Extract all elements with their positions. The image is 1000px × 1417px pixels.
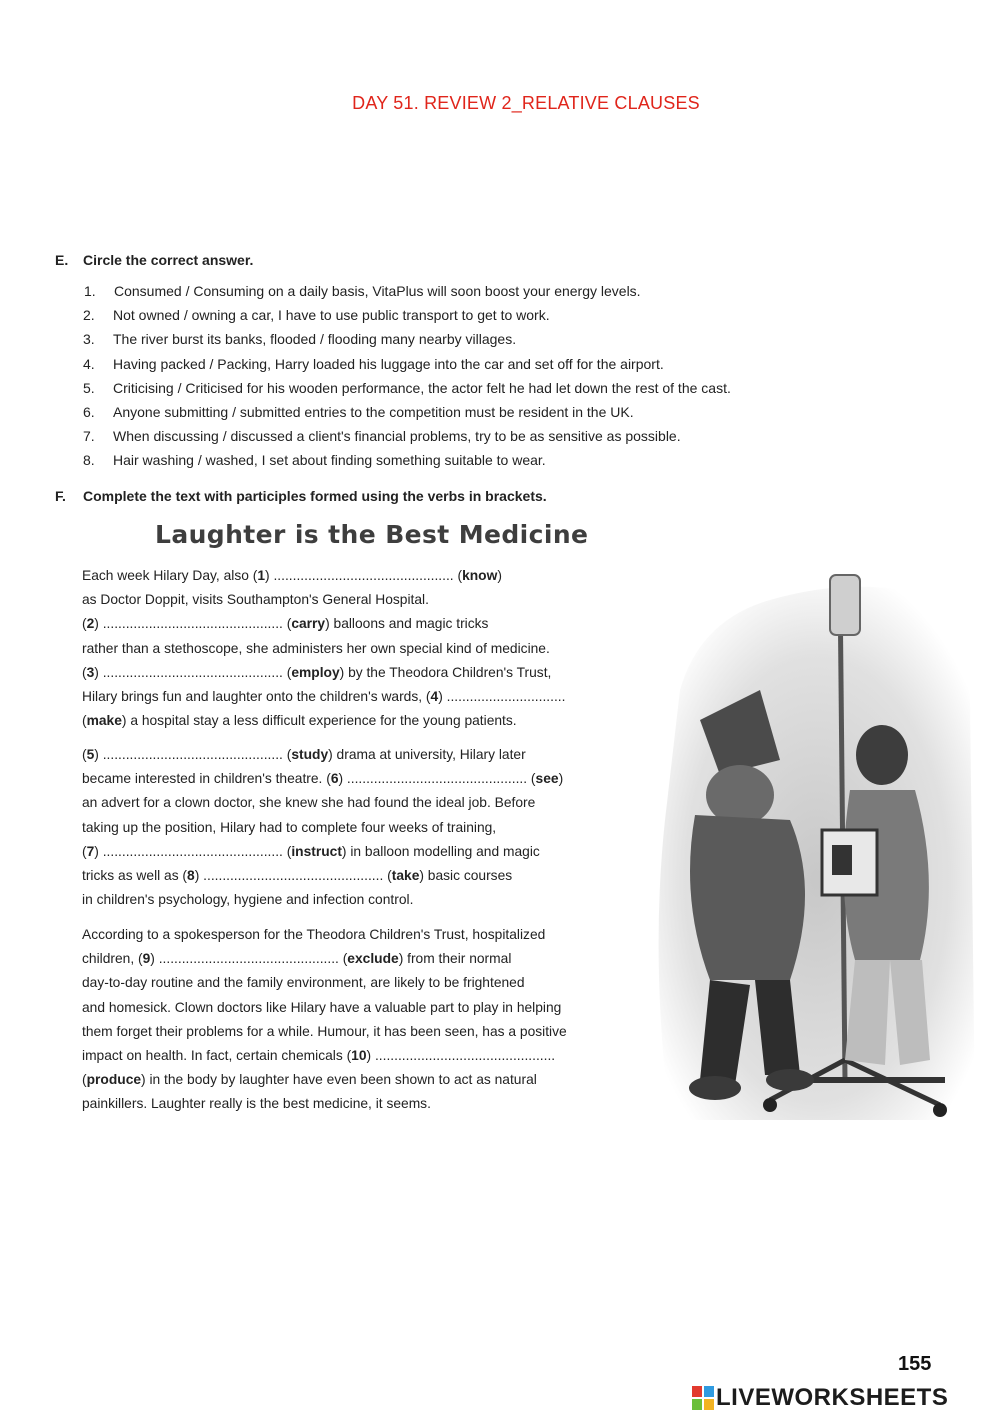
list-item[interactable] (83, 353, 843, 377)
text-line: Hilary brings fun and laughter onto the children's wards, (4) ............................... (82, 688, 566, 704)
item-text: Not owned / owning a car, I have to use public transport to get to work. (113, 307, 550, 324)
item-number: 5. (83, 379, 95, 396)
list-item[interactable] (83, 328, 843, 352)
list-item[interactable] (83, 401, 843, 425)
clown-doctor-photo (640, 560, 980, 1120)
item-number: 6. (83, 403, 95, 420)
item-text: Consumed / Consuming on a daily basis, VitaPlus will soon boost your energy levels. (114, 283, 641, 299)
page-number: 155 (898, 1353, 932, 1375)
list-item[interactable] (83, 304, 843, 328)
item-text: Having packed / Packing, Harry loaded his luggage into the car and set off for the airport. (113, 355, 664, 372)
text-line: in children's psychology, hygiene and infection control. (82, 892, 414, 908)
liveworksheets-brand[interactable] (692, 1383, 996, 1413)
text-line: (produce) in the body by laughter have even been shown to act as natural (82, 1072, 537, 1088)
paragraph-1 (82, 564, 642, 733)
section-e-list (83, 280, 843, 474)
list-item[interactable] (83, 280, 843, 304)
text-line: Each week Hilary Day, also (1) ............................................... (know) (82, 568, 502, 583)
section-f-heading (55, 488, 547, 504)
item-number: 4. (83, 355, 95, 372)
item-text: Hair washing / washed, I set about finding something suitable to wear. (113, 452, 546, 469)
text-line: (2) ............................................... (carry) balloons and magic tricks (82, 616, 489, 632)
section-e-heading (55, 252, 253, 268)
section-e-instruction: Circle the correct answer. (83, 252, 254, 268)
item-text: Criticising / Criticised for his wooden performance, the actor felt he had let down the rest of the cast. (113, 379, 731, 396)
text-line: (3) ............................................... (employ) by the Theodora Children's Trust, (82, 664, 552, 680)
liveworksheets-logo-icon (692, 1386, 714, 1410)
text-line: (5) ............................................... (study) drama at university, Hilary later (82, 747, 526, 762)
item-number: 3. (83, 331, 95, 348)
text-line: impact on health. In fact, certain chemicals (10) ............................................... (82, 1047, 556, 1063)
text-line: taking up the position, Hilary had to complete four weeks of training, (82, 819, 497, 835)
worksheet-title: DAY 51. REVIEW 2_RELATIVE CLAUSES (352, 93, 700, 113)
item-text: Anyone submitting / submitted entries to the competition must be resident in the UK. (113, 403, 634, 420)
section-f-letter: F. (55, 488, 66, 504)
text-line: (7) ............................................... (instruct) in balloon modelling and magic (82, 843, 540, 859)
text-line: became interested in children's theatre. (6) ............................................... (see) (82, 771, 564, 787)
item-number: 2. (83, 307, 95, 324)
text-line: as Doctor Doppit, visits Southampton's General Hospital. (82, 592, 429, 608)
item-text: The river burst its banks, flooded / flooding many nearby villages. (113, 331, 517, 348)
item-number: 8. (83, 452, 95, 469)
item-number: 1. (84, 283, 96, 299)
item-text: When discussing / discussed a client's financial problems, try to be as sensitive as possible. (113, 428, 681, 445)
text-line: rather than a stethoscope, she administers her own special kind of medicine. (82, 640, 550, 656)
section-e-letter: E. (55, 252, 69, 268)
list-item[interactable] (83, 449, 843, 473)
text-line: tricks as well as (8) ............................................... (take) basic courses (82, 867, 513, 883)
text-line: an advert for a clown doctor, she knew she had found the ideal job. Before (82, 795, 536, 811)
story-title: Laughter is the Best Medicine (155, 520, 589, 549)
text-line: painkillers. Laughter really is the best medicine, it seems. (82, 1096, 431, 1112)
brand-name: LIVEWORKSHEETS (716, 1384, 949, 1411)
paragraph-3 (82, 923, 642, 1117)
text-line: and homesick. Clown doctors like Hilary have a valuable part to play in helping (82, 999, 562, 1015)
item-number: 7. (83, 428, 95, 445)
paragraph-2 (82, 743, 642, 912)
text-line: children, (9) ............................................... (exclude) from their normal (82, 951, 512, 967)
text-line: day-to-day routine and the family environment, are likely to be frightened (82, 975, 525, 991)
list-item[interactable] (83, 425, 843, 449)
list-item[interactable] (83, 377, 843, 401)
text-line: (make) a hospital stay a less difficult experience for the young patients. (82, 713, 517, 729)
section-f-instruction: Complete the text with participles formed using the verbs in brackets. (83, 488, 547, 504)
text-line: According to a spokesperson for the Theodora Children's Trust, hospitalized (82, 927, 546, 942)
text-line: them forget their problems for a while. Humour, it has been seen, has a positive (82, 1023, 567, 1039)
